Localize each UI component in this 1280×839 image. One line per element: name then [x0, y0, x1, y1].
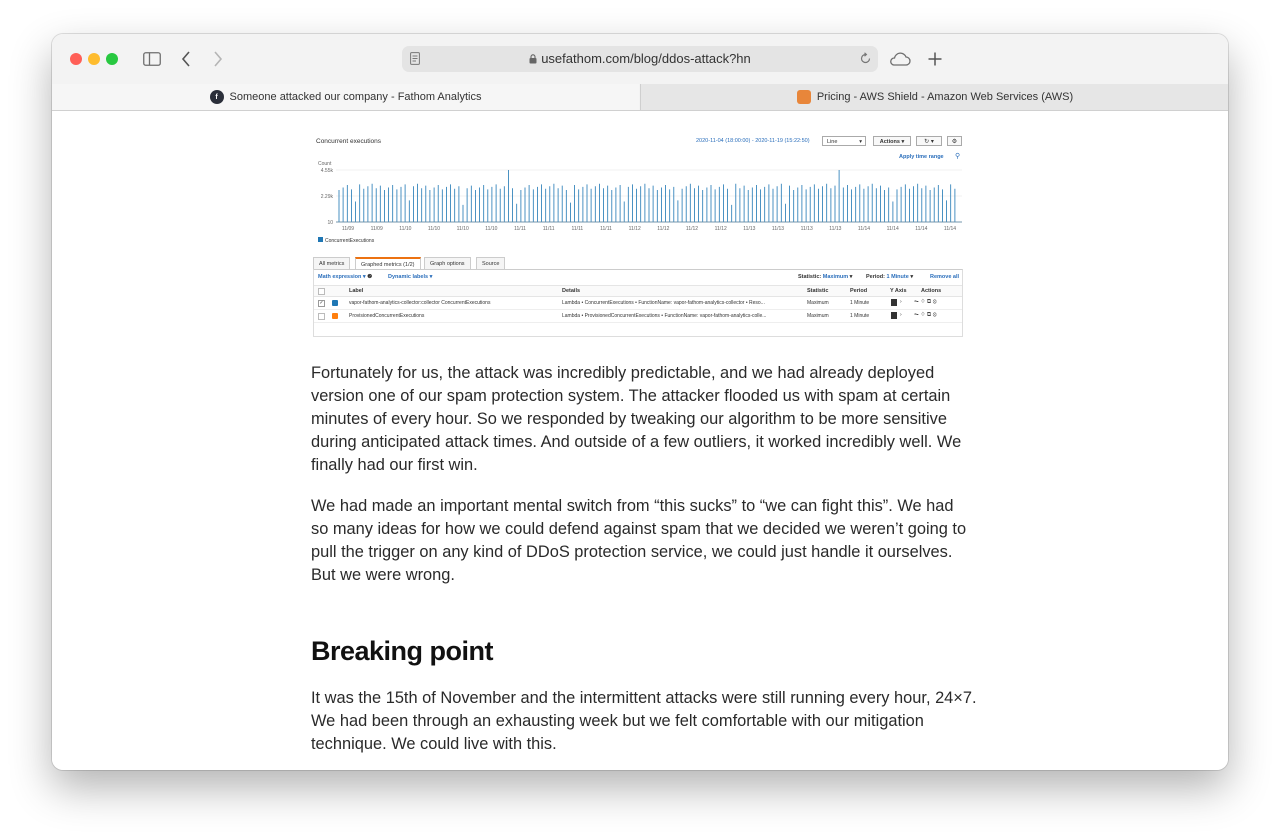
legend-swatch — [318, 237, 323, 242]
reload-icon[interactable] — [859, 52, 872, 70]
sidebar-icon[interactable] — [141, 47, 163, 71]
table-row[interactable] — [314, 297, 962, 310]
minimize-window-button[interactable] — [88, 53, 100, 65]
x-tick-label: 11/12 — [628, 226, 641, 232]
y-axis-switch-icon[interactable]: › — [900, 299, 902, 305]
x-tick-label: 11/13 — [829, 226, 842, 232]
row-checkbox[interactable]: ✓ — [319, 300, 324, 306]
period-control[interactable]: Period: 1 Minute ▾ — [866, 274, 914, 280]
x-tick-label: 11/11 — [571, 226, 584, 232]
close-window-button[interactable] — [70, 53, 82, 65]
column-header[interactable]: Details — [562, 288, 581, 294]
x-tick-label: 11/11 — [514, 226, 526, 232]
graphed-metrics-table — [313, 269, 963, 337]
x-tick-label: 11/13 — [800, 226, 813, 232]
lock-icon — [529, 52, 537, 67]
x-tick-label: 11/14 — [857, 226, 871, 232]
maximize-window-button[interactable] — [106, 53, 118, 65]
forward-icon[interactable] — [210, 47, 226, 71]
column-header[interactable]: Period — [850, 288, 868, 294]
x-tick-label: 11/11 — [542, 226, 555, 232]
article-body — [311, 687, 981, 756]
x-tick-label: 11/10 — [456, 226, 469, 232]
zoom-icon[interactable]: ⚲ — [955, 153, 961, 160]
article-paragraph: We had made an important mental switch from “this sucks” to “we can fight this”. We had so many ideas for how we could defend against spam that we decided we weren’t going to pull the trigger on any kind of DDoS protection service, we could just handle it ourselves. But we were wrong. — [311, 497, 967, 584]
article-body — [311, 362, 971, 477]
row-details: Lambda • ConcurrentExecutions • FunctionName: vapor-fathom-analytics-collector • Reso... — [562, 300, 765, 306]
statistic-control[interactable]: Statistic: Maximum ▾ — [798, 274, 853, 280]
x-tick-label: 11/09 — [370, 226, 383, 232]
tab-graphed-metrics[interactable]: Graphed metrics (1/2) — [355, 257, 421, 270]
x-tick-label: 11/14 — [943, 226, 957, 232]
x-tick-label: 11/10 — [427, 226, 441, 232]
series-color-swatch[interactable] — [332, 300, 338, 306]
title-bar — [52, 34, 1228, 84]
x-tick-label: 11/12 — [657, 226, 670, 232]
url-text: usefathom.com/blog/ddos-attack?hn — [541, 51, 751, 66]
select-all-checkbox[interactable] — [318, 288, 325, 295]
fathom-logo-icon: f — [210, 90, 224, 104]
article-heading-wrap — [311, 636, 971, 667]
series-color-swatch[interactable] — [332, 313, 338, 319]
tab-all-metrics[interactable]: All metrics — [313, 257, 350, 269]
actions-button[interactable]: Actions ▾ — [873, 136, 911, 146]
y-tick-label: 2.29k — [320, 194, 333, 200]
column-header[interactable]: Actions — [921, 288, 942, 294]
cloudwatch-screenshot — [310, 132, 966, 337]
row-statistic[interactable]: Maximum — [807, 300, 829, 306]
metrics-panel — [313, 257, 963, 337]
y-axis-unit: Count — [318, 161, 332, 167]
row-period[interactable]: 1 Minute — [850, 313, 870, 319]
address-bar[interactable] — [402, 46, 878, 72]
series-line-concurrent-executions — [336, 170, 962, 222]
url-display[interactable] — [402, 51, 878, 67]
tab-bar — [52, 84, 1228, 111]
date-range[interactable]: 2020-11-04 (18:00:00) - 2020-11-19 (15:22:50) — [696, 138, 810, 144]
x-tick-label: 11/09 — [341, 226, 355, 232]
refresh-icon: ↻ ▾ — [924, 139, 934, 145]
x-tick-label: 11/13 — [771, 226, 785, 232]
math-expression-button[interactable]: Math expression ▾ ❷ — [318, 274, 373, 280]
info-icon: ❷ — [367, 274, 373, 280]
dynamic-labels-button[interactable]: Dynamic labels ▾ — [388, 274, 433, 280]
row-statistic[interactable]: Maximum — [807, 313, 829, 319]
y-axis-left-indicator[interactable] — [891, 299, 897, 306]
concurrent-executions-chart — [310, 166, 966, 246]
tab-graph-options[interactable]: Graph options — [424, 257, 471, 269]
x-tick-label: 11/10 — [399, 226, 412, 232]
article-paragraph: Fortunately for us, the attack was incredibly predictable, and we had already deployed version one of our spam protection system. The attacker flooded us with spam at certain minutes of every hour. So we responded by tweaking our algorithm to be more sensitive during anticipated attack times. And outside of a few outliers, it worked incredibly well. We finally had our first win. — [311, 364, 962, 474]
x-tick-label: 11/11 — [600, 226, 612, 232]
x-tick-label: 11/14 — [886, 226, 899, 232]
caret-down-icon: ▾ — [859, 139, 862, 145]
table-row[interactable] — [314, 310, 962, 323]
icloud-tabs-icon[interactable] — [888, 47, 912, 71]
column-header[interactable]: Y Axis — [890, 288, 907, 294]
x-tick-label: 11/13 — [743, 226, 756, 232]
chart-title: Concurrent executions — [316, 138, 382, 145]
chart-legend[interactable]: ConcurrentExecutions — [318, 237, 374, 244]
apply-time-range-link[interactable]: Apply time range — [899, 154, 944, 160]
tab-fathom[interactable] — [52, 84, 639, 110]
y-tick-label: 10 — [327, 220, 333, 226]
back-icon[interactable] — [178, 47, 194, 71]
x-tick-label: 11/12 — [714, 226, 727, 232]
browser-window — [52, 34, 1228, 770]
tab-title: Pricing - AWS Shield - Amazon Web Services (AWS) — [816, 91, 1074, 103]
page-content — [52, 111, 1228, 770]
gear-icon: ⚙ — [951, 139, 958, 145]
settings-button[interactable] — [947, 136, 962, 146]
tab-source[interactable]: Source — [476, 257, 505, 269]
row-actions-icons[interactable]: ⏦ ♢ ⧉ ⊗ — [914, 299, 937, 305]
row-actions-icons[interactable]: ⏦ ♢ ⧉ ⊗ — [914, 312, 937, 318]
chart-type-select[interactable]: Line ▾ — [822, 136, 866, 146]
y-axis-switch-icon[interactable]: › — [900, 312, 902, 318]
x-tick-label: 11/14 — [915, 226, 928, 232]
row-label[interactable]: ProvisionedConcurrentExecutions — [349, 313, 425, 319]
aws-icon — [797, 90, 811, 104]
y-axis-left-indicator[interactable] — [891, 312, 897, 319]
row-details: Lambda • ProvisionedConcurrentExecutions • FunctionName: vapor-fathom-analytics-colle... — [562, 313, 767, 319]
y-tick-label: 4.55k — [320, 168, 333, 174]
tab-title: Someone attacked our company - Fathom Analytics — [229, 91, 482, 103]
row-period[interactable]: 1 Minute — [850, 300, 870, 306]
row-checkbox[interactable] — [318, 313, 325, 320]
new-tab-icon[interactable] — [925, 47, 945, 71]
section-heading: Breaking point — [311, 636, 494, 666]
column-header[interactable]: Label — [349, 288, 364, 294]
row-label[interactable]: vapor-fathom-analytics-collector:collector ConcurrentExecutions — [349, 300, 491, 306]
table-header — [314, 285, 962, 297]
column-header[interactable]: Statistic — [807, 288, 829, 294]
refresh-button[interactable] — [916, 136, 942, 146]
article-body — [311, 495, 971, 587]
article-paragraph: It was the 15th of November and the intermittent attacks were still running every hour, 24×7. We had been through an exhausting week but we felt comfortable with our mitigation technique. We could live with this. — [311, 689, 977, 753]
tab-aws-shield[interactable] — [640, 84, 1228, 110]
x-tick-label: 11/12 — [685, 226, 699, 232]
remove-all-button[interactable]: Remove all — [930, 274, 960, 280]
x-tick-label: 11/10 — [485, 226, 498, 232]
